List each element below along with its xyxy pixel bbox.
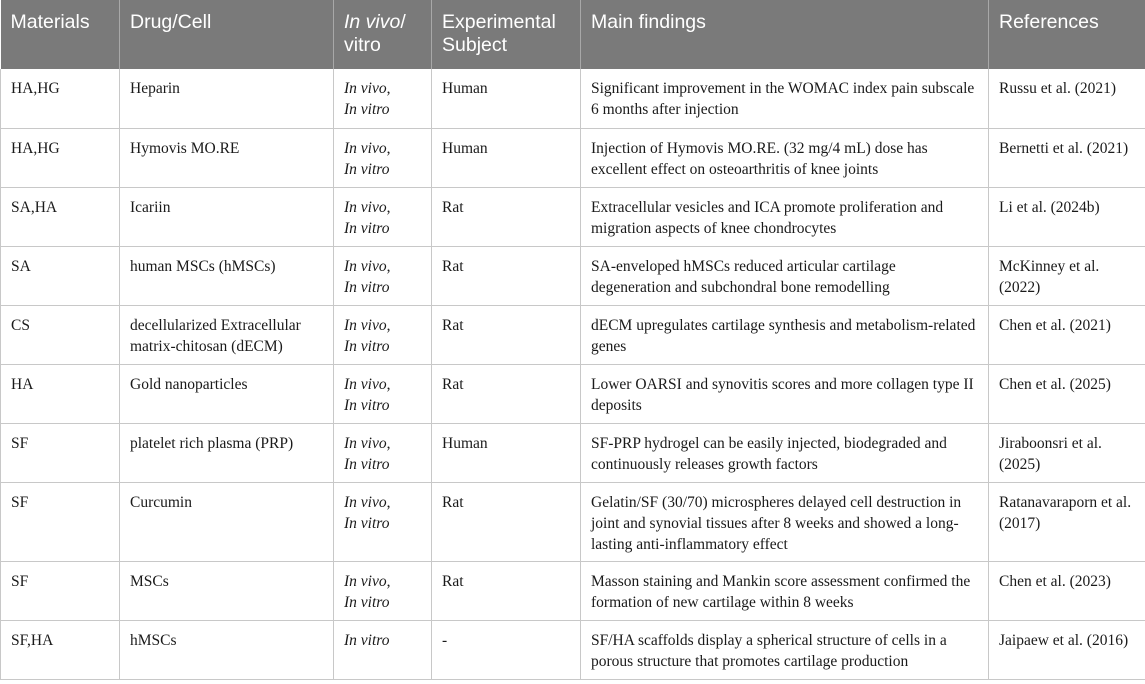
cell-vivo-first: In vitro <box>344 631 390 649</box>
cell-in-vivo-vitro <box>334 69 432 128</box>
cell-vivo-second: In vitro <box>344 593 390 611</box>
cell-reference: Chen et al. (2025) <box>989 364 1145 423</box>
cell-drug-cell: decellularized Extracellular matrix-chitosan (dECM) <box>120 305 334 364</box>
table-row <box>1 246 1145 305</box>
cell-subject: Rat <box>432 482 581 561</box>
cell-vivo-first: In vivo <box>344 257 387 275</box>
header-main-findings: Main findings <box>581 0 989 69</box>
cell-materials: SF,HA <box>1 620 120 679</box>
cell-reference: Jaipaew et al. (2016) <box>989 620 1145 679</box>
table-row <box>1 620 1145 679</box>
table-row <box>1 187 1145 246</box>
table-body <box>1 69 1145 679</box>
cell-vivo-first: In vivo <box>344 198 387 216</box>
cell-reference: Chen et al. (2021) <box>989 305 1145 364</box>
cell-materials: SF <box>1 423 120 482</box>
cell-findings: Masson staining and Mankin score assessment confirmed the formation of new cartilage within 8 weeks <box>581 561 989 620</box>
cell-reference: Ratanavaraporn et al. (2017) <box>989 482 1145 561</box>
cell-drug-cell: hMSCs <box>120 620 334 679</box>
table-header <box>1 0 1145 69</box>
cell-findings: Extracellular vesicles and ICA promote proliferation and migration aspects of knee chondrocytes <box>581 187 989 246</box>
cell-vivo-second: In vitro <box>344 455 390 473</box>
cell-findings: Gelatin/SF (30/70) microspheres delayed cell destruction in joint and synovial tissues after 8 weeks and showed a long-lasting anti-inflammatory effect <box>581 482 989 561</box>
cell-vivo-second: In vitro <box>344 396 390 414</box>
cell-drug-cell: Heparin <box>120 69 334 128</box>
table-row <box>1 128 1145 187</box>
cell-materials: SF <box>1 561 120 620</box>
cell-vivo-comma: , <box>386 139 391 157</box>
cell-reference: Jiraboonsri et al. (2025) <box>989 423 1145 482</box>
cell-vivo-comma: , <box>386 434 391 452</box>
cell-in-vivo-vitro <box>334 423 432 482</box>
cell-reference: Russu et al. (2021) <box>989 69 1145 128</box>
cell-in-vivo-vitro <box>334 561 432 620</box>
cell-drug-cell: platelet rich plasma (PRP) <box>120 423 334 482</box>
cell-findings: SF-PRP hydrogel can be easily injected, biodegraded and continuously releases growth factors <box>581 423 989 482</box>
header-row <box>1 0 1145 69</box>
header-experimental-subject: Experimental Subject <box>432 0 581 69</box>
cell-vivo-first: In vivo <box>344 316 387 334</box>
cell-reference: Chen et al. (2023) <box>989 561 1145 620</box>
cell-in-vivo-vitro <box>334 482 432 561</box>
cell-vivo-first: In vivo <box>344 375 387 393</box>
cell-vivo-comma: , <box>386 198 391 216</box>
cell-subject: Human <box>432 69 581 128</box>
cell-subject: Rat <box>432 561 581 620</box>
cell-vivo-second: In vitro <box>344 337 390 355</box>
cell-drug-cell: Hymovis MO.RE <box>120 128 334 187</box>
header-drug-cell: Drug/Cell <box>120 0 334 69</box>
cell-subject: Rat <box>432 305 581 364</box>
cell-reference: McKinney et al. (2022) <box>989 246 1145 305</box>
cell-reference: Li et al. (2024b) <box>989 187 1145 246</box>
cell-vivo-second: In vitro <box>344 160 390 178</box>
cell-vivo-comma: , <box>386 257 391 275</box>
cell-materials: HA,HG <box>1 128 120 187</box>
cell-subject: Human <box>432 423 581 482</box>
header-materials: Materials <box>1 0 120 69</box>
cell-in-vivo-vitro <box>334 620 432 679</box>
cell-drug-cell: Curcumin <box>120 482 334 561</box>
cell-vivo-second: In vitro <box>344 514 390 532</box>
cell-findings: Significant improvement in the WOMAC index pain subscale 6 months after injection <box>581 69 989 128</box>
cell-in-vivo-vitro <box>334 246 432 305</box>
cell-materials: HA <box>1 364 120 423</box>
cell-vivo-second: In vitro <box>344 278 390 296</box>
table-row <box>1 482 1145 561</box>
cell-findings: Lower OARSI and synovitis scores and more collagen type II deposits <box>581 364 989 423</box>
cell-vivo-comma: , <box>386 493 391 511</box>
cell-vivo-comma: , <box>386 316 391 334</box>
cell-vivo-comma: , <box>386 80 391 97</box>
cell-vivo-first: In vivo <box>344 80 387 97</box>
cell-in-vivo-vitro <box>334 305 432 364</box>
cell-in-vivo-vitro <box>334 364 432 423</box>
table-row <box>1 561 1145 620</box>
table-row <box>1 423 1145 482</box>
cell-drug-cell: Icariin <box>120 187 334 246</box>
cell-vivo-second: In vitro <box>344 101 390 118</box>
cell-materials: CS <box>1 305 120 364</box>
cell-vivo-first: In vivo <box>344 434 387 452</box>
header-in-vivo-vitro <box>334 0 432 69</box>
header-vitro: / vitro <box>344 11 406 56</box>
cell-materials: SA <box>1 246 120 305</box>
cell-drug-cell: MSCs <box>120 561 334 620</box>
cell-reference: Bernetti et al. (2021) <box>989 128 1145 187</box>
cell-vivo-comma: , <box>386 572 391 590</box>
cell-vivo-first: In vivo <box>344 572 387 590</box>
cell-vivo-first: In vivo <box>344 139 387 157</box>
cell-materials: SA,HA <box>1 187 120 246</box>
cell-vivo-first: In vivo <box>344 493 387 511</box>
table-row <box>1 364 1145 423</box>
cell-in-vivo-vitro <box>334 128 432 187</box>
header-in-vivo: In vivo <box>344 11 401 33</box>
cell-subject: Rat <box>432 246 581 305</box>
table-row <box>1 69 1145 128</box>
cell-findings: SF/HA scaffolds display a spherical structure of cells in a porous structure that promotes cartilage production <box>581 620 989 679</box>
cell-materials: HA,HG <box>1 69 120 128</box>
cell-subject: Rat <box>432 187 581 246</box>
cell-subject: Rat <box>432 364 581 423</box>
cell-subject: Human <box>432 128 581 187</box>
cell-findings: Injection of Hymovis MO.RE. (32 mg/4 mL) dose has excellent effect on osteoarthritis of knee joints <box>581 128 989 187</box>
table-row <box>1 305 1145 364</box>
cell-materials: SF <box>1 482 120 561</box>
cell-subject: - <box>432 620 581 679</box>
cell-drug-cell: human MSCs (hMSCs) <box>120 246 334 305</box>
cell-drug-cell: Gold nanoparticles <box>120 364 334 423</box>
cell-in-vivo-vitro <box>334 187 432 246</box>
cell-findings: dECM upregulates cartilage synthesis and metabolism-related genes <box>581 305 989 364</box>
header-references: References <box>989 0 1145 69</box>
cell-vivo-second: In vitro <box>344 219 390 237</box>
cell-findings: SA-enveloped hMSCs reduced articular cartilage degeneration and subchondral bone remodelling <box>581 246 989 305</box>
cell-vivo-comma: , <box>386 375 391 393</box>
